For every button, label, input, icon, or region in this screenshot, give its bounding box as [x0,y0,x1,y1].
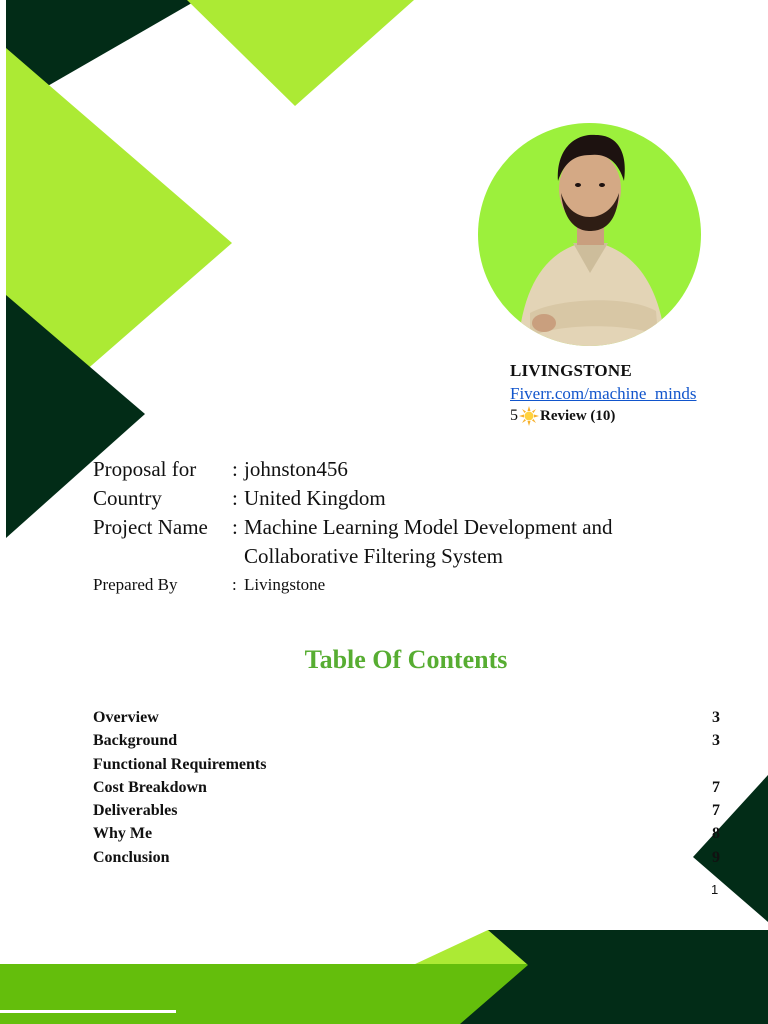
toc-item-label: Background [93,732,178,750]
toc-item-label: Deliverables [93,802,178,820]
toc-item-label: Functional Requirements [93,755,267,773]
toc-item-background[interactable] [93,729,720,752]
toc-item-label: Cost Breakdown [93,778,207,796]
project-name-value-line2: Collaborative Filtering System [244,544,503,568]
toc-item-page: 9 [712,848,720,866]
toc-item-label: Why Me [93,825,153,843]
avatar [478,123,701,346]
prepared-by-label: Prepared By [93,575,178,594]
toc-item-page: 3 [712,732,720,750]
colon: : [232,486,238,510]
proposal-for-row [93,455,713,484]
colon: : [232,575,237,594]
toc-item-conclusion[interactable] [93,846,720,869]
toc-item-cost-breakdown[interactable] [93,776,720,799]
project-name-row [93,513,713,542]
top-lime-triangle [187,0,414,106]
sun-icon [519,406,539,426]
review-count: Review (10) [540,408,616,424]
country-label: Country [93,486,162,510]
project-name-value-line1: Machine Learning Model Development and [244,515,613,539]
toc-item-functional-requirements[interactable] [93,753,720,776]
prepared-by-value: Livingstone [244,575,326,594]
toc-item-deliverables[interactable] [93,799,720,822]
bottom-bright-green-band [0,964,532,1024]
toc-item-label: Conclusion [93,848,170,866]
fiverr-link[interactable]: Fiverr.com/machine_minds [510,384,697,403]
project-name-label: Project Name [93,515,208,539]
proposal-info [93,455,713,599]
toc-item-page: 7 [712,802,720,820]
toc-item-page: 7 [712,778,720,796]
proposal-for-label: Proposal for [93,457,197,481]
toc-title: Table Of Contents [304,645,508,674]
table-of-contents [93,706,720,869]
person-avatar-icon [478,123,701,346]
colon: : [232,515,238,539]
rating-value: 5 [510,407,518,424]
country-row [93,484,713,513]
toc-item-overview[interactable] [93,706,720,729]
toc-item-page: 8 [712,825,720,843]
author-rating [510,405,697,427]
toc-item-label: Overview [93,709,159,726]
author-name: LIVINGSTONE [510,361,632,380]
toc-item-why-me[interactable] [93,822,720,845]
proposal-for-value: johnston456 [244,457,348,481]
country-value: United Kingdom [244,486,386,510]
author-info [510,360,697,427]
colon: : [232,457,238,481]
prepared-by-row [93,571,713,599]
toc-item-page: 3 [712,709,720,726]
bottom-white-line [0,1010,176,1013]
page-number: 1 [711,882,719,897]
